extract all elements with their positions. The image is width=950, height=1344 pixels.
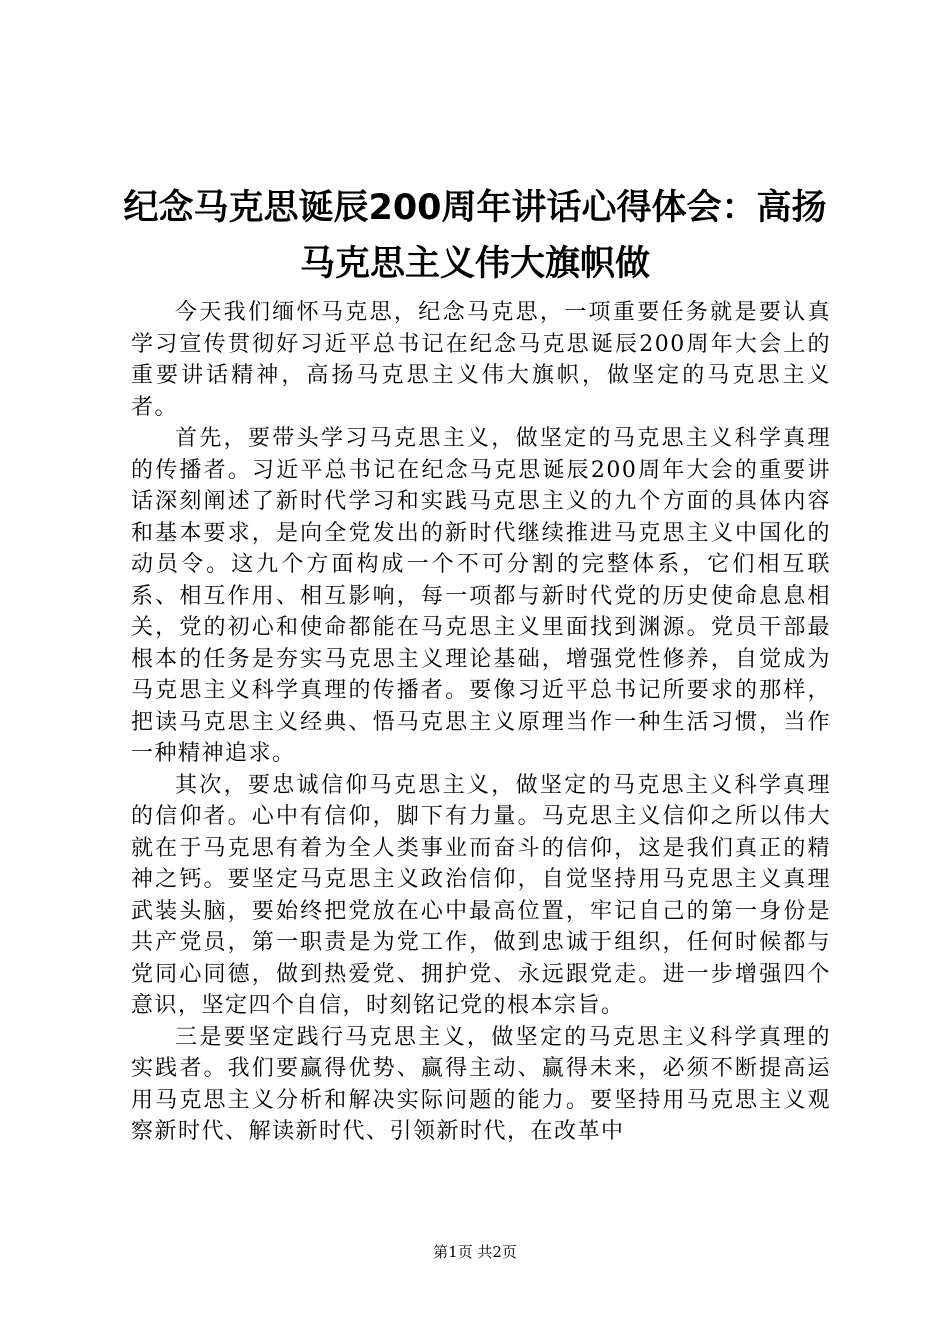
paragraph-intro: 今天我们缅怀马克思，纪念马克思，一项重要任务就是要认真学习宣传贯彻好习近平总书记在纪念马克思诞辰200周年大会上的重要讲话精神，高扬马克思主义伟大旗帜，做坚定的马克思主义者。 — [131, 300, 831, 420]
paragraph-first: 首先，要带头学习马克思主义，做坚定的马克思主义科学真理的传播者。习近平总书记在纪念马克思诞辰200周年大会的重要讲话深刻阐述了新时代学习和实践马克思主义的九个方面的具体内容和基本要求，是向全党发出的新时代继续推进马克思主义中国化的动员令。这九个方面构成一个不可分割的完整体系，它们相互联系、相互作用、相互影响，每一项都与新时代党的历史使命息息相关，党的初心和使命都能在马克思主义里面找到渊源。党员干部最根本的任务是夯实马克思主义理论基础，增强党性修养，自觉成为马克思主义科学真理的传播者。要像习近平总书记所要求的那样，把读马克思主义经典、悟马克思主义原理当作一种生活习惯，当作一种精神追求。 — [131, 426, 831, 766]
title-line-1: 纪念马克思诞辰200周年讲话心得体会：高扬 — [123, 188, 827, 228]
document-body — [131, 297, 831, 1148]
document-title — [110, 180, 840, 292]
paragraph-third: 三是要坚定践行马克思主义，做坚定的马克思主义科学真理的实践者。我们要赢得优势、赢得主动、赢得未来，必须不断提高运用马克思主义分析和解决实际问题的能力。要坚持用马克思主义观察新时代、解读新时代、引领新时代，在改革中 — [131, 1024, 831, 1144]
title-line-2: 马克思主义伟大旗帜做 — [299, 244, 650, 284]
paragraph-second: 其次，要忠诚信仰马克思主义，做坚定的马克思主义科学真理的信仰者。心中有信仰，脚下有力量。马克思主义信仰之所以伟大就在于马克思有着为全人类事业而奋斗的信仰，这是我们真正的精神之钙。要坚定马克思主义政治信仰，自觉坚持用马克思主义真理武装头脑，要始终把党放在心中最高位置，牢记自己的第一身份是共产党员，第一职责是为党工作，做到忠诚于组织，任何时候都与党同心同德，做到热爱党、拥护党、永远跟党走。进一步增强四个意识，坚定四个自信，时刻铭记党的根本宗旨。 — [131, 772, 831, 1018]
page-footer: 第1页 共2页 — [433, 1243, 517, 1261]
